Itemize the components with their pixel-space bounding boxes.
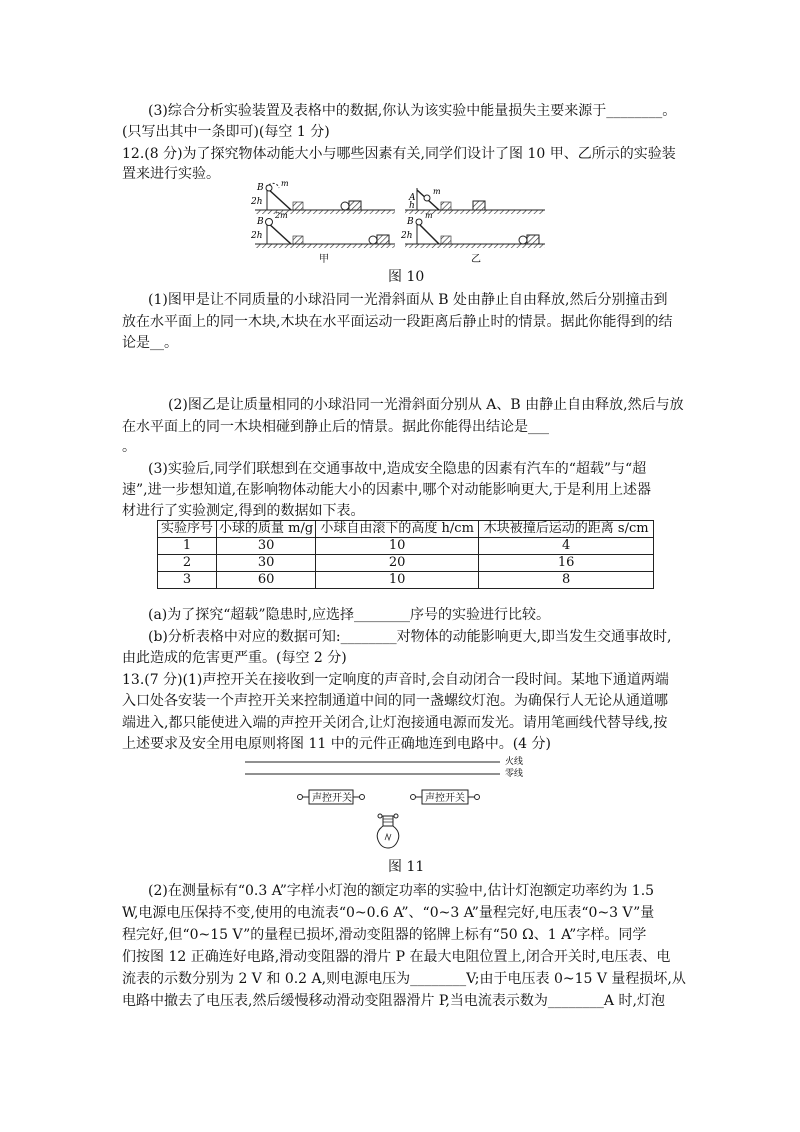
fig10-jia-bottom	[250, 211, 395, 248]
q12-qb-line2: 由此造成的危害更严重。(每空 2 分)	[122, 650, 347, 666]
table-cell: 4	[479, 538, 654, 555]
q13-s2-line5: 流表的示数分别为 2 V 和 0.2 A,则电源电压为________V;由于电压表 0~15 V 量程损坏,从	[122, 971, 686, 987]
q13-line3: 端进入,都只能使进入端的声控开关闭合,让灯泡接通电源而发光。请用笔画线代替导线,按	[122, 715, 668, 731]
fig10-label-m-3: m	[425, 211, 433, 220]
q13-s2-line1: (2)在测量标有“0.3 A”字样小灯泡的额定功率的实验中,估计灯泡额定功率约为 1.5	[148, 883, 655, 899]
fig10-label-2h-1: 2h	[251, 197, 263, 207]
sound-switch-left-label: 声控开关	[312, 793, 352, 804]
fig10-label-yi: 乙	[471, 254, 481, 265]
sound-switch-left	[298, 790, 365, 804]
table-cell: 8	[479, 572, 654, 589]
fig10-label-B-1: B	[257, 183, 264, 193]
light-bulb-icon	[377, 814, 399, 848]
table-header: 实验序号	[158, 521, 217, 538]
table-cell: 10	[316, 538, 479, 555]
q12-s1-line1: (1)图甲是让不同质量的小球沿同一光滑斜面从 B 处由静止自由释放,然后分别撞击到	[148, 292, 668, 308]
fig10-label-B-2: B	[257, 217, 264, 227]
q12-s1-line3: 论是__。	[122, 335, 178, 351]
q12-qa: (a)为了探究“超载”隐患时,应选择________序号的实验进行比较。	[148, 607, 551, 623]
live-wire-label: 火线	[505, 757, 524, 767]
table-header-row	[158, 521, 654, 538]
q12-s2-line3: 。	[122, 439, 136, 455]
q11-s3-line1: (3)综合分析实验装置及表格中的数据,你认为该实验中能量损失主要来源于________。	[148, 103, 677, 119]
q12-s1-line2: 放在水平面上的同一木块,木块在水平面运动一段距离后静止时的情景。据此你能得到的结	[122, 314, 673, 330]
q12-line1: 12.(8 分)为了探究物体动能大小与哪些因素有关,同学们设计了图 10 甲、乙所示的实验装	[122, 146, 676, 162]
table-row	[158, 555, 654, 572]
q12-s3-line3: 材进行了实验测定,得到的数据如下表。	[122, 503, 365, 519]
figure-10	[245, 180, 555, 266]
table-row	[158, 538, 654, 555]
fig10-label-m-2: m	[433, 187, 441, 196]
table-row	[158, 572, 654, 589]
table-header: 木块被撞后运动的距离 s/cm	[479, 521, 654, 538]
q12-qb-line1: (b)分析表格中对应的数据可知:________对物体的动能影响更大,即当发生交通事故时,	[148, 629, 672, 645]
table-cell: 30	[217, 555, 316, 572]
table-cell: 3	[158, 572, 217, 589]
fig10-label-2h-3: 2h	[401, 231, 413, 241]
q13-s2-line6: 电路中撤去了电压表,然后缓慢移动滑动变阻器滑片 P,当电流表示数为________A 时,灯泡	[122, 993, 665, 1009]
q12-s3-line1: (3)实验后,同学们联想到在交通事故中,造成安全隐患的因素有汽车的“超载”与“超	[148, 461, 647, 477]
q13-s2-line4: 们按图 12 正确连好电路,滑动变阻器的滑片 P 在最大电阻位置上,闭合开关时,电压表、电	[122, 949, 671, 965]
q13-s2-line2: W,电源电压保持不变,使用的电流表“0~0.6 A”、“0~3 A”量程完好,电压表“0~3 V”量	[122, 905, 655, 921]
table-cell: 16	[479, 555, 654, 572]
q12-s3-line2: 速”,进一步想知道,在影响物体动能大小的因素中,哪个对动能影响更大,于是利用上述器	[122, 482, 651, 498]
neutral-wire-label: 零线	[505, 769, 524, 779]
data-table	[157, 520, 654, 589]
q12-line2: 置来进行实验。	[122, 166, 220, 182]
fig11-caption: 图 11	[388, 859, 425, 875]
fig10-label-m-1: m	[281, 180, 289, 188]
table-cell: 30	[217, 538, 316, 555]
fig10-label-jia: 甲	[319, 254, 329, 265]
sound-switch-right-label: 声控开关	[425, 793, 465, 804]
q12-s2-line1: (2)图乙是让质量相同的小球沿同一光滑斜面分别从 A、B 由静止自由释放,然后与放	[168, 397, 684, 413]
table-cell: 20	[316, 555, 479, 572]
fig10-label-h: h	[409, 201, 415, 211]
table-cell: 2	[158, 555, 217, 572]
table-cell: 10	[316, 572, 479, 589]
q13-line2: 入口处各安装一个声控开关来控制通道中间的同一盏螺纹灯泡。为确保行人无论从通道哪	[122, 693, 668, 709]
fig10-caption: 图 10	[388, 269, 425, 285]
table-cell: 1	[158, 538, 217, 555]
q11-s3-line2: (只写出其中一条即可)(每空 1 分)	[122, 124, 330, 140]
table-cell: 60	[217, 572, 316, 589]
fig10-label-B-3: B	[407, 217, 414, 227]
fig10-label-2m: 2m	[275, 211, 288, 220]
q13-line4: 上述要求及安全用电原则将图 11 中的元件正确地连到电路中。(4 分)	[122, 736, 551, 752]
sound-switch-right	[411, 790, 480, 804]
fig10-yi-top	[405, 187, 545, 214]
q13-s2-line3: 程完好,但“0~15 V”的量程已损坏,滑动变阻器的铭牌上标有“50 Ω、1 A”字样。同学	[122, 927, 647, 943]
figure-11	[245, 752, 565, 852]
table-header: 小球的质量 m/g	[217, 521, 316, 538]
fig10-label-A: A	[409, 193, 416, 203]
fig10-yi-bottom	[400, 211, 545, 248]
fig10-label-2h-2: 2h	[251, 231, 263, 241]
q12-s2-line2: 在水平面上的同一木块相碰到静止后的情景。据此你能得出结论是___	[122, 419, 549, 435]
table-header: 小球自由滚下的高度 h/cm	[316, 521, 479, 538]
q13-line1: 13.(7 分)(1)声控开关在接收到一定响度的声音时,会自动闭合一段时间。某地下通道两端	[122, 672, 669, 688]
fig10-jia-top	[250, 180, 395, 214]
